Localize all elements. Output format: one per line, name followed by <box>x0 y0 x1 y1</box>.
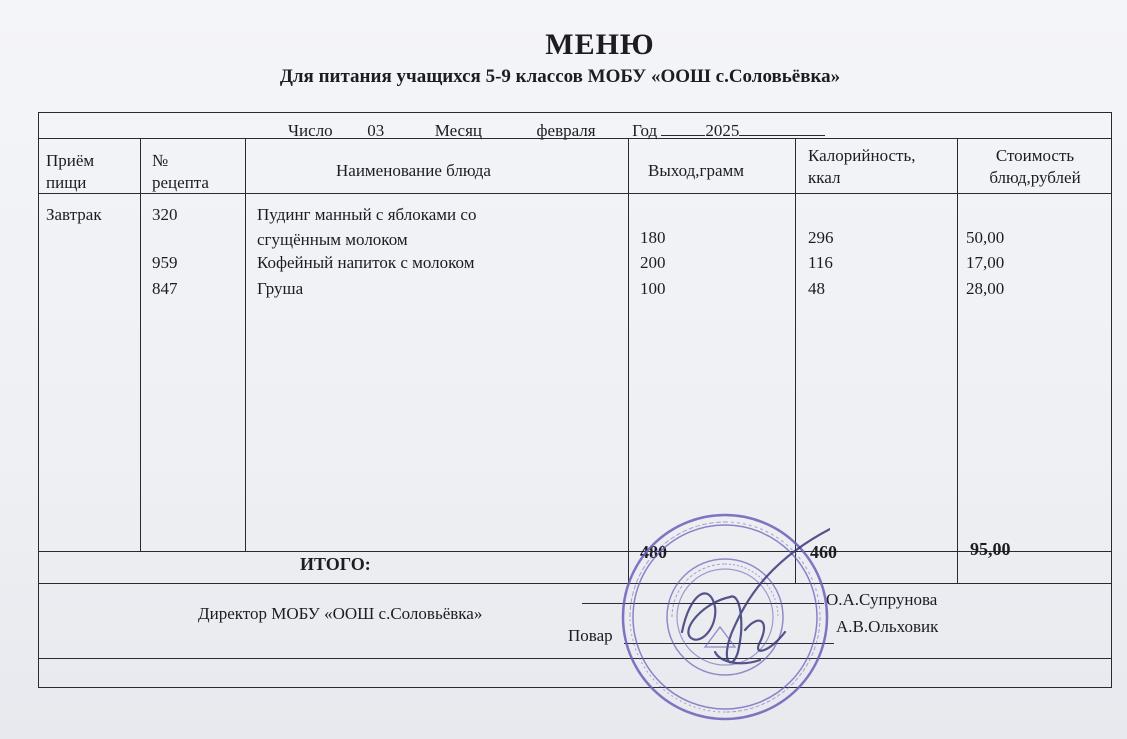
dish-name: Груша <box>257 279 304 298</box>
column-divider-4 <box>795 138 796 583</box>
day-value: 03 <box>367 121 385 140</box>
col-header-weight: Выход,грамм <box>648 161 745 180</box>
recipe-number: 847 <box>152 279 178 298</box>
weight-value: 100 <box>640 279 666 298</box>
totals-cost: 95,00 <box>970 539 1011 559</box>
meal-name: Завтрак <box>46 205 102 224</box>
col-header-dish: Наименование блюда <box>336 161 491 180</box>
menu-table-frame <box>38 112 1112 688</box>
director-name: О.А.Супрунова <box>826 590 938 609</box>
calories-value: 296 <box>808 228 834 247</box>
date-row <box>288 117 825 142</box>
month-label: Месяц <box>434 121 483 140</box>
cook-label: Повар <box>568 626 613 645</box>
col-header-meal: Приём пищи <box>46 151 95 192</box>
signature-bottom-divider <box>38 658 1112 659</box>
dish-name: Кофейный напиток с молоком <box>257 253 475 272</box>
page-title: МЕНЮ <box>545 28 655 61</box>
dish-name: Пудинг манный с яблоками со сгущённым молоком <box>257 205 477 249</box>
body-bottom-divider <box>38 551 1112 552</box>
recipe-number: 320 <box>152 205 178 224</box>
totals-bottom-divider <box>38 583 1112 584</box>
cost-value: 50,00 <box>966 228 1005 247</box>
col-header-calories: Калорийность, ккал <box>808 146 916 187</box>
cook-name: А.В.Ольховик <box>836 617 939 636</box>
cost-value: 28,00 <box>966 279 1005 298</box>
column-divider-2 <box>245 138 246 551</box>
day-label: Число <box>288 121 333 140</box>
year-value: 2025 <box>705 121 740 140</box>
calories-value: 48 <box>808 279 825 298</box>
totals-calories: 460 <box>810 542 837 562</box>
column-divider-3 <box>628 138 629 583</box>
column-divider-5 <box>957 138 958 583</box>
column-divider-1 <box>140 138 141 551</box>
recipe-number: 959 <box>152 253 178 272</box>
col-header-cost: Стоимость блюд,рублей <box>989 146 1081 187</box>
calories-value: 116 <box>808 253 833 272</box>
totals-weight: 480 <box>640 542 667 562</box>
director-signature-line <box>582 603 824 604</box>
year-label: Год <box>632 121 658 140</box>
month-value: февраля <box>536 121 596 140</box>
col-header-recipe: № рецепта <box>152 151 209 192</box>
cost-value: 17,00 <box>966 253 1005 272</box>
cook-signature-line <box>624 643 834 644</box>
totals-label: ИТОГО: <box>300 554 371 574</box>
weight-value: 200 <box>640 253 666 272</box>
director-label: Директор МОБУ «ООШ с.Соловьёвка» <box>198 604 483 623</box>
page-subtitle: Для питания учащихся 5-9 классов МОБУ «ООШ с.Соловьёвка» <box>279 66 841 87</box>
weight-value: 180 <box>640 228 666 247</box>
